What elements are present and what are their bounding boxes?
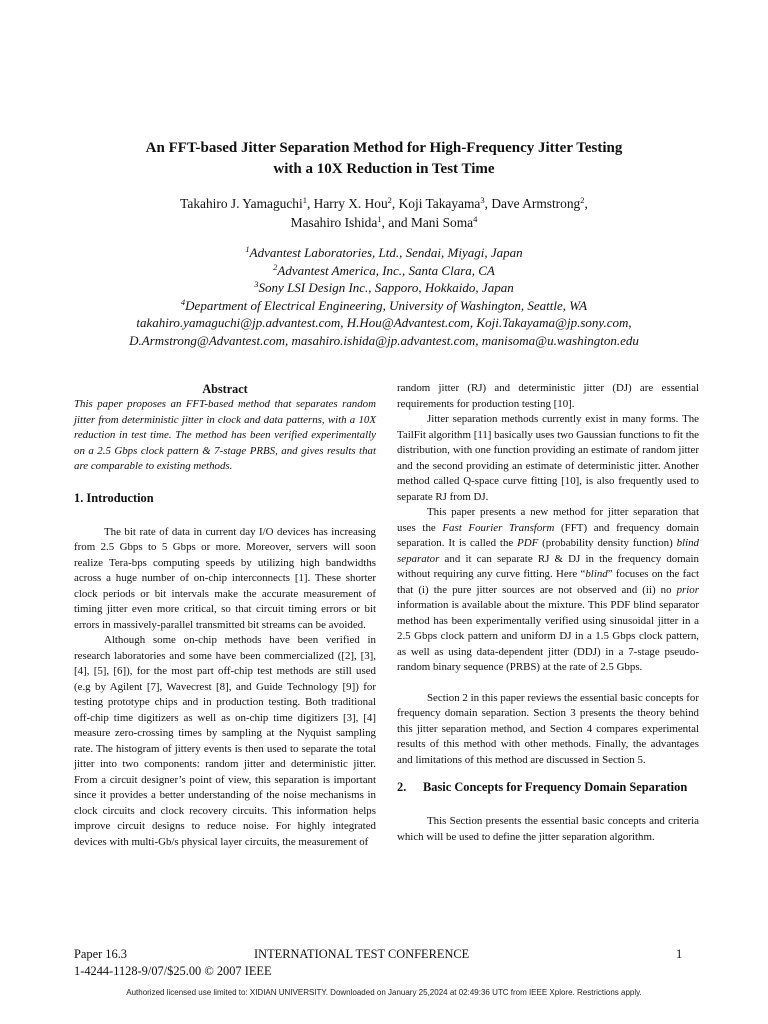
text-run: information is available about the mixture. This PDF blind separator method has been experimentally verified using sinusoidal jitter in a 2.5 Gbps clock pattern and uniform DJ in a 1.5 Gbps clock pattern, as well as using data-dependent jitter (DDJ) in a 7-stage pseudo-random binary sequence (PRBS) at the rate of 2.5 Gbps. bbox=[397, 599, 699, 673]
author-name: Dave Armstrong bbox=[491, 196, 581, 211]
author-separator: , bbox=[584, 196, 588, 211]
section-2-title: Basic Concepts for Frequency Domain Separation bbox=[423, 780, 688, 794]
section-1-heading: 1. Introduction bbox=[74, 490, 154, 505]
title-line-1: An FFT-based Jitter Separation Method for High-Frequency Jitter Testing bbox=[145, 140, 623, 156]
left-column bbox=[74, 381, 376, 850]
author-name: Harry X. Hou bbox=[313, 196, 388, 211]
term-pdf: PDF bbox=[517, 537, 539, 549]
intro-paragraph-2-continued: random jitter (RJ) and deterministic jitter (DJ) are essential requirements for production testing [10]. bbox=[397, 382, 699, 410]
text-run: and it can separate RJ & DJ in the frequency domain without requiring any curve fitting. Here “ bbox=[397, 552, 699, 580]
section-2-paragraph-1: This Section presents the essential basic concepts and criteria which will be used to define the jitter separation algorithm. bbox=[397, 815, 699, 843]
paper-title bbox=[60, 138, 708, 180]
text-run: This paper presents a new method for jitter separation that uses the bbox=[397, 506, 699, 534]
isbn-line: 1-4244-1128-9/07/$25.00 © 2007 IEEE bbox=[74, 964, 272, 978]
author-separator: , and bbox=[381, 215, 411, 230]
author-name: Koji Takayama bbox=[398, 196, 481, 211]
text-run: ” focuses on the fact that (i) the pure jitter sources are not observed and (ii) no bbox=[397, 568, 700, 596]
author-affil-mark: 4 bbox=[473, 214, 478, 224]
author-name: Takahiro J. Yamaguchi bbox=[180, 196, 303, 211]
section-2-number: 2. bbox=[397, 780, 407, 794]
author-name: Mani Soma bbox=[410, 215, 474, 230]
email-line: takahiro.yamaguchi@jp.advantest.com, H.Hou@Advantest.com, Koji.Takayama@jp.sony.com, bbox=[136, 315, 632, 330]
author-affil-mark: 1 bbox=[377, 214, 382, 224]
conference-name: INTERNATIONAL TEST CONFERENCE bbox=[254, 947, 470, 961]
affiliation-text: Advantest America, Inc., Santa Clara, CA bbox=[277, 262, 495, 278]
affiliation-mark: 3 bbox=[254, 279, 259, 289]
license-notice: Authorized licensed use limited to: XIDIAN UNIVERSITY. Downloaded on January 25,2024 at 02:49:36 UTC from IEEE Xplore. Restrictions apply. bbox=[126, 988, 642, 997]
section-2-heading bbox=[397, 778, 699, 796]
term-blind-separator: blind separator bbox=[397, 537, 699, 565]
page-number: 1 bbox=[676, 947, 683, 961]
paper-number: Paper 16.3 bbox=[74, 947, 127, 961]
author-name: Masahiro Ishida bbox=[290, 215, 378, 230]
affiliation-text: Department of Electrical Engineering, University of Washington, Seattle, WA bbox=[185, 297, 588, 313]
abstract-text: This paper proposes an FFT-based method that separates random jitter from deterministic jitter in clock and data patterns, with a 10X reduction in test time. The method has been verified experimentally on a 2.5 Gbps clock pattern & 7-stage PRBS, and gives results that are comparable to existing methods. bbox=[74, 398, 376, 472]
email-line: D.Armstrong@Advantest.com, masahiro.ishida@jp.advantest.com, manisoma@u.washington.edu bbox=[129, 332, 639, 348]
term-prior: prior bbox=[676, 583, 699, 596]
text-run: (probability density function) bbox=[538, 537, 677, 549]
term-blind: blind bbox=[585, 568, 608, 580]
footer-left bbox=[74, 946, 272, 980]
intro-paragraph-4 bbox=[397, 505, 699, 676]
affiliations bbox=[40, 244, 728, 349]
abstract-heading: Abstract bbox=[202, 382, 248, 396]
affiliation-text: Advantest Laboratories, Ltd., Sendai, Miyagi, Japan bbox=[249, 245, 523, 260]
title-line-2: with a 10X Reduction in Test Time bbox=[273, 161, 495, 177]
author-affil-mark: 2 bbox=[387, 195, 392, 205]
affiliation-mark: 1 bbox=[245, 244, 250, 254]
author-separator: , bbox=[391, 196, 399, 211]
affiliation-mark: 4 bbox=[180, 296, 186, 307]
author-separator: , bbox=[306, 196, 314, 211]
intro-paragraph-2: Although some on-chip methods have been verified in research laboratories and some have been commercialized ([2], [3], [4], [5], [6]), for the most part off-chip test methods are still used (e.g by Agilent [7], Wavecrest [8], and Guide Technology [9]) for testing prototype chips and in production testing. Both traditional off-chip time digitizers as well as on-chip time digitizers [3], [4] measure zero-crossing times by sampling at the Nyquist sampling rate. The histogram of jittery events is then used to separate the total jitter into two components: random jitter and deterministic jitter. From a circuit designer’s point of view, this separation is important since it provides a better understanding of the noise mechanisms in clock circuits and clock recovery circuits. This information helps improve circuit designs to reduce noise. For highly integrated devices with multi-Gb/s physical layer circuits, the measurement of bbox=[74, 634, 376, 848]
text-run: (FFT) and frequency domain separation. It is called the bbox=[397, 521, 700, 549]
right-column bbox=[397, 381, 699, 845]
intro-paragraph-1: The bit rate of data in current day I/O devices has increasing from 2.5 Gbps to 5 Gbps or more. Moreover, servers will soon realize Tera-bps computing speeds by utilizing high bandwidths across a huge number of on-chip interconnects [1]. These shorter clock periods or bit intervals make the accurate measurement of timing jitter even more critical, so that circuit timing errors or bit errors in massively-parallel transmitted bit streams can be avoided. bbox=[74, 525, 376, 631]
term-fft: Fast Fourier Transform bbox=[442, 521, 555, 534]
affiliation bbox=[40, 297, 728, 315]
author-list bbox=[60, 194, 708, 232]
intro-paragraph-5: Section 2 in this paper reviews the essential basic concepts for frequency domain separation. Section 3 presents the theory behind this jitter separation method, and Section 4 compares experimental results of this method with other methods. Finally, the advantages and limitations of this method are discussed in Section 5. bbox=[397, 691, 699, 766]
affiliation bbox=[40, 244, 728, 262]
affiliation-text: Sony LSI Design Inc., Sapporo, Hokkaido, Japan bbox=[258, 280, 514, 295]
author-affil-mark: 1 bbox=[302, 195, 307, 205]
affiliation bbox=[40, 279, 728, 297]
intro-paragraph-3: Jitter separation methods currently exist in many forms. The TailFit algorithm [11] basically uses two Gaussian functions to fit the distribution, with one function providing an estimate of random jitter and the second providing an estimate of deterministic jitter. Another method called Q-space curve fitting [10], is also frequently used to separate RJ from DJ. bbox=[397, 413, 699, 503]
author-line-2 bbox=[60, 213, 708, 232]
author-separator: , bbox=[484, 196, 492, 211]
affiliation bbox=[40, 262, 728, 280]
affiliation-mark: 2 bbox=[273, 261, 278, 272]
author-line-1 bbox=[60, 194, 708, 213]
author-affil-mark: 3 bbox=[480, 195, 485, 205]
author-affil-mark: 2 bbox=[580, 195, 585, 205]
